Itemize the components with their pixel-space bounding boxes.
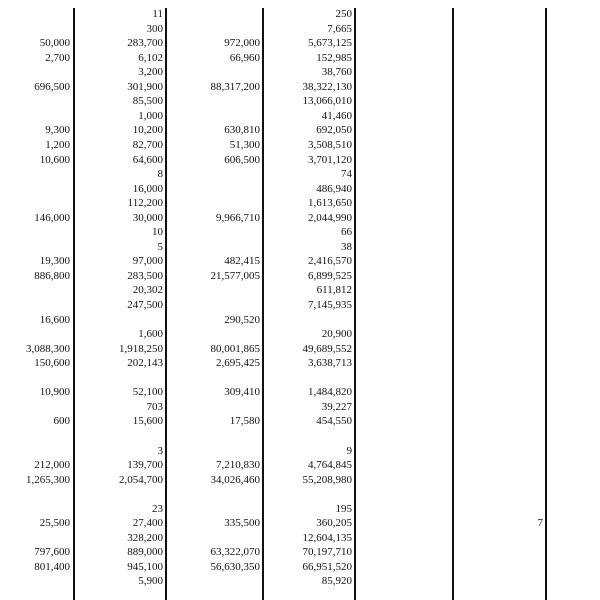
table-cell: 85,920	[321, 575, 352, 588]
table-cell: 5,673,125	[308, 37, 352, 50]
table-cell: 212,000	[34, 459, 70, 472]
column-divider-3	[262, 8, 264, 600]
table-cell: 335,500	[224, 517, 260, 530]
table-cell: 66,951,520	[302, 560, 352, 573]
table-cell: 8	[157, 168, 163, 181]
table-cell: 16,600	[39, 313, 70, 326]
table-cell: 6,102	[138, 51, 163, 64]
table-cell: 290,520	[224, 313, 260, 326]
table-cell: 146,000	[34, 211, 70, 224]
table-cell: 21,577,005	[210, 269, 260, 282]
table-cell: 1,613,650	[308, 197, 352, 210]
table-cell: 3,701,120	[308, 153, 352, 166]
table-cell: 5	[157, 240, 163, 253]
table-cell: 66,960	[229, 51, 260, 64]
table-cell: 10,200	[132, 124, 163, 137]
table-cell: 112,200	[127, 197, 163, 210]
table-cell: 703	[146, 400, 163, 413]
table-cell: 19,300	[39, 255, 70, 268]
table-cell: 15,600	[132, 415, 163, 428]
table-cell: 34,026,460	[210, 473, 260, 486]
table-cell: 696,500	[34, 80, 70, 93]
table-cell: 195	[335, 502, 352, 515]
table-cell: 3	[157, 444, 163, 457]
table-cell: 66	[341, 226, 352, 239]
table-cell: 486,940	[316, 182, 352, 195]
table-cell: 3,200	[138, 66, 163, 79]
table-cell: 889,000	[127, 546, 163, 559]
table-cell: 1,600	[138, 328, 163, 341]
table-cell: 202,143	[127, 357, 163, 370]
table-cell: 49,689,552	[302, 342, 352, 355]
table-cell: 886,800	[34, 269, 70, 282]
table-cell: 606,500	[224, 153, 260, 166]
table-cell: 3,638,713	[308, 357, 352, 370]
table-cell: 482,415	[224, 255, 260, 268]
table-cell: 600	[53, 415, 70, 428]
table-cell: 1,918,250	[119, 342, 163, 355]
table-cell: 139,700	[127, 459, 163, 472]
table-cell: 972,000	[224, 37, 260, 50]
table-cell: 12,604,135	[302, 531, 352, 544]
table-cell: 51,300	[229, 138, 260, 151]
table-cell: 80,001,865	[210, 342, 260, 355]
table-cell: 2,044,990	[308, 211, 352, 224]
table-cell: 1,000	[138, 109, 163, 122]
table-cell: 247,500	[127, 299, 163, 311]
table-cell: 38	[341, 240, 352, 253]
table-cell: 20,302	[132, 284, 163, 297]
table-cell: 5,900	[138, 575, 163, 588]
table-cell: 13,066,010	[302, 95, 352, 108]
table-cell: 64,600	[132, 153, 163, 166]
table-cell: 52,100	[132, 386, 163, 399]
table-cell: 7,665	[327, 22, 352, 35]
table-cell: 945,100	[127, 560, 163, 573]
table-cell: 56,630,350	[210, 560, 260, 573]
table-cell: 250	[335, 8, 352, 20]
table-cell: 301,900	[127, 80, 163, 93]
table-cell: 85,500	[132, 95, 163, 108]
table-cell: 152,985	[316, 51, 352, 64]
table-cell: 2,700	[45, 51, 70, 64]
table-cell: 1,484,820	[308, 386, 352, 399]
table-cell: 611,812	[316, 284, 352, 297]
table-cell: 300	[146, 22, 163, 35]
table-cell: 328,200	[127, 531, 163, 544]
table-cell: 11	[152, 8, 163, 20]
table-cell: 7	[537, 517, 543, 530]
table-cell: 39,227	[321, 400, 352, 413]
table-cell: 10,600	[39, 153, 70, 166]
table-cell: 3,508,510	[308, 138, 352, 151]
column-divider-1	[73, 8, 75, 600]
table-cell: 70,197,710	[302, 546, 352, 559]
table-cell: 9	[346, 444, 352, 457]
table-cell: 9,300	[45, 124, 70, 137]
table-cell: 27,400	[132, 517, 163, 530]
table-cell: 88,317,200	[210, 80, 260, 93]
table-cell: 630,810	[224, 124, 260, 137]
table-cell: 17,580	[229, 415, 260, 428]
table-cell: 6,899,525	[308, 269, 352, 282]
table-cell: 7,145,935	[308, 299, 352, 311]
table-cell: 797,600	[34, 546, 70, 559]
table-cell: 692,050	[316, 124, 352, 137]
table-cell: 2,054,700	[119, 473, 163, 486]
table-cell: 2,416,570	[308, 255, 352, 268]
table-cell: 3,088,300	[26, 342, 70, 355]
column-divider-5	[452, 8, 454, 600]
table-cell: 283,700	[127, 37, 163, 50]
table-cell: 74	[341, 168, 352, 181]
table-cell: 150,600	[34, 357, 70, 370]
table-cell: 38,322,130	[302, 80, 352, 93]
table-cell: 38,760	[321, 66, 352, 79]
table-cell: 10	[152, 226, 163, 239]
table-cell: 9,966,710	[216, 211, 260, 224]
table-cell: 801,400	[34, 560, 70, 573]
table-cell: 82,700	[132, 138, 163, 151]
table-cell: 50,000	[39, 37, 70, 50]
column-divider-4	[354, 8, 356, 600]
table-cell: 25,500	[39, 517, 70, 530]
table-cell: 2,695,425	[216, 357, 260, 370]
column-divider-2	[165, 8, 167, 600]
table-cell: 63,322,070	[210, 546, 260, 559]
table-cell: 360,205	[316, 517, 352, 530]
table-cell: 23	[152, 502, 163, 515]
table-cell: 454,550	[316, 415, 352, 428]
table-cell: 4,764,845	[308, 459, 352, 472]
table-cell: 20,900	[321, 328, 352, 341]
table-cell: 30,000	[132, 211, 163, 224]
table-cell: 309,410	[224, 386, 260, 399]
table-cell: 283,500	[127, 269, 163, 282]
table-cell: 7,210,830	[216, 459, 260, 472]
table-cell: 55,208,980	[302, 473, 352, 486]
table-cell: 10,900	[39, 386, 70, 399]
table-cell: 1,200	[45, 138, 70, 151]
table-cell: 1,265,300	[26, 473, 70, 486]
column-divider-6	[545, 8, 547, 600]
table-cell: 16,000	[132, 182, 163, 195]
table-cell: 41,460	[321, 109, 352, 122]
table-cell: 97,000	[132, 255, 163, 268]
